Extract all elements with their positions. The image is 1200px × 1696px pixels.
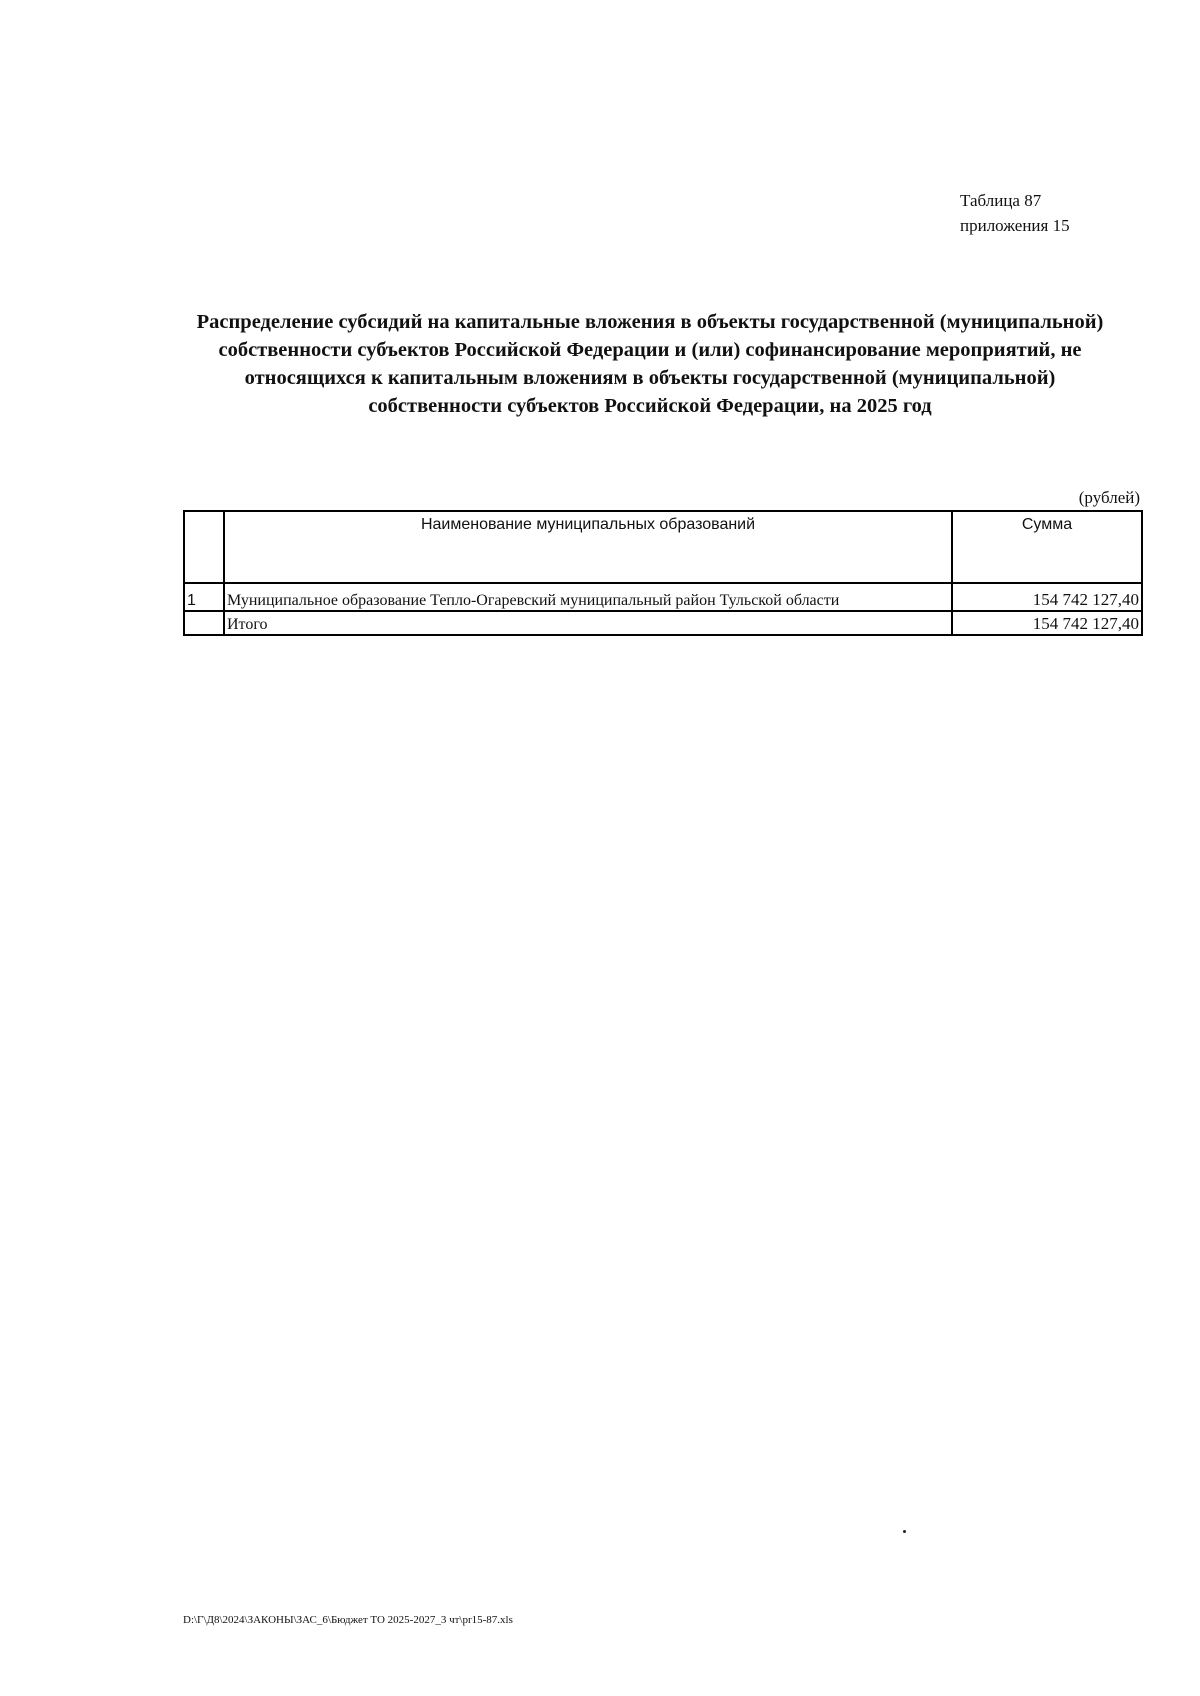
table-annex-reference bbox=[960, 188, 1070, 238]
table-row bbox=[184, 583, 1142, 611]
title-line-1: Распределение субсидий на капитальные вложения в объекты государственной (муниципальной) bbox=[196, 311, 1104, 333]
row-sum: 154 742 127,40 bbox=[952, 583, 1142, 611]
title-line-2: собственности субъектов Российской Федерации и (или) софинансирование мероприятий, не bbox=[218, 339, 1082, 361]
unit-label: (рублей) bbox=[1078, 488, 1140, 507]
row-name: Муниципальное образование Тепло-Огаревский муниципальный район Тульской области bbox=[224, 583, 952, 611]
file-path-footer: D:\Г\Д8\2024\ЗАКОНЫ\ЗАС_6\Бюджет ТО 2025-2027_3 чт\pr15-87.xls bbox=[183, 1614, 513, 1626]
header-num bbox=[184, 511, 224, 583]
table-total-row bbox=[184, 611, 1142, 635]
title-line-4: собственности субъектов Российской Федерации, на 2025 год bbox=[368, 395, 932, 417]
header-name: Наименование муниципальных образований bbox=[224, 511, 952, 583]
row-num: 1 bbox=[184, 583, 224, 611]
stray-mark bbox=[903, 1530, 906, 1533]
total-label: Итого bbox=[224, 611, 952, 635]
title-line-3: относящихся к капитальным вложениям в объекты государственной (муниципальной) bbox=[244, 367, 1056, 389]
appendix-number: приложения 15 bbox=[960, 216, 1070, 235]
table-header-row bbox=[184, 511, 1142, 583]
subsidy-table bbox=[183, 510, 1143, 636]
total-sum: 154 742 127,40 bbox=[952, 611, 1142, 635]
table-number: Таблица 87 bbox=[960, 191, 1042, 210]
total-num-cell bbox=[184, 611, 224, 635]
header-sum: Сумма bbox=[952, 511, 1142, 583]
document-title bbox=[150, 308, 1150, 420]
